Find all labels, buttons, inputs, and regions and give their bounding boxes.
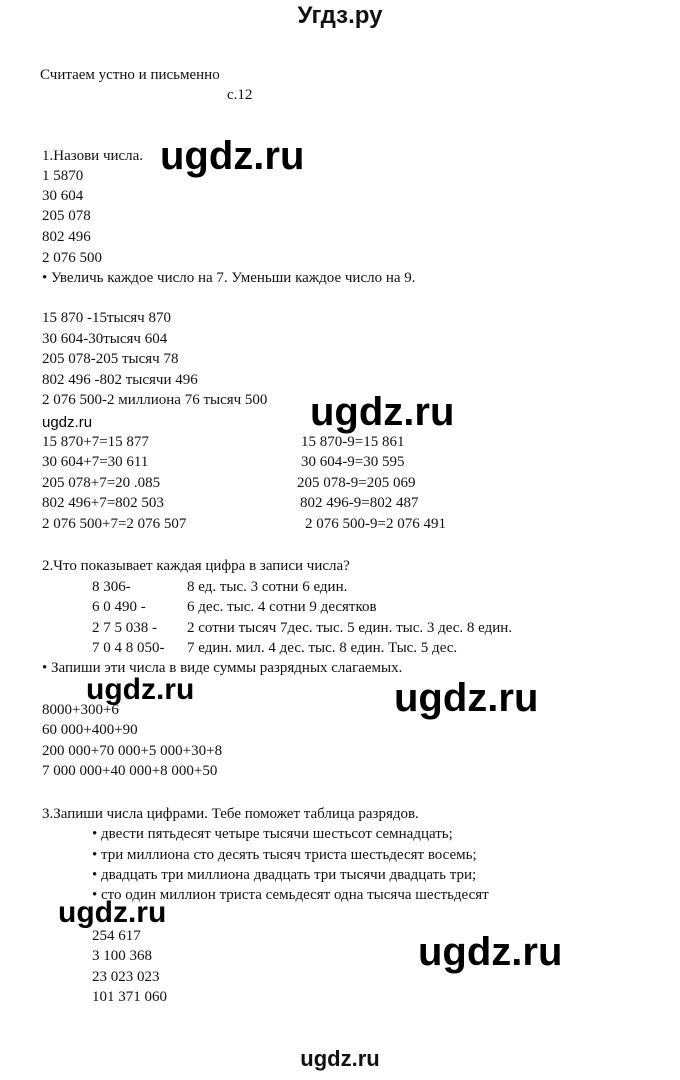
task2-digit-meaning: 8 ед. тыс. 3 сотни 6 един.: [187, 579, 348, 595]
task1-minus: 15 870-9=15 861: [301, 434, 405, 450]
task1-plus: 2 076 500+7=2 076 507: [42, 516, 187, 532]
task1-plus: 30 604+7=30 611: [42, 454, 149, 470]
watermark-logo: ugdz.ru: [86, 673, 195, 706]
task2-sum: 7 000 000+40 000+8 000+50: [42, 763, 218, 779]
watermark-logo: ugdz.ru: [160, 134, 305, 178]
task1-plus: 15 870+7=15 877: [42, 434, 149, 450]
task3-item: • три миллиона сто десять тысяч триста шестьдесят восемь;: [92, 847, 477, 863]
page-number: с.12: [227, 87, 253, 103]
task2-number: 6 0 490 -: [92, 599, 146, 615]
task3-answer: 101 371 060: [92, 989, 167, 1005]
task1-plus: 205 078+7=20 .085: [42, 475, 161, 491]
task2-sum: 60 000+400+90: [42, 722, 138, 738]
task3-answer: 3 100 368: [92, 948, 152, 964]
task3-item: • двести пятьдесят четыре тысячи шестьсот семнадцать;: [92, 826, 453, 842]
task3-answer: 254 617: [92, 928, 141, 944]
task1-minus: 2 076 500-9=2 076 491: [305, 516, 446, 532]
task1-reading: 2 076 500-2 миллиона 76 тысяч 500: [42, 392, 268, 408]
task1-minus: 30 604-9=30 595: [301, 454, 405, 470]
task1-number: 2 076 500: [42, 250, 102, 266]
footer-watermark: ugdz.ru: [300, 1046, 380, 1071]
task2-bullet: • Запиши эти числа в виде суммы разрядных слагаемых.: [42, 660, 403, 676]
task2-number: 7 0 4 8 050-: [92, 640, 165, 656]
task2-digit-meaning: 7 един. мил. 4 дес. тыс. 8 един. Тыс. 5 дес.: [187, 640, 458, 656]
task1-number: 205 078: [42, 208, 91, 224]
task2-number: 2 7 5 038 -: [92, 620, 157, 636]
task1-bullet: • Увеличь каждое число на 7. Уменьши каждое число на 9.: [42, 270, 416, 286]
watermark-logo: ugdz.ru: [394, 676, 539, 720]
watermark-logo: ugdz.ru: [310, 390, 455, 434]
task3-item: • сто один миллион триста семьдесят одна тысяча шестьдесят: [92, 887, 489, 903]
watermark-small: ugdz.ru: [42, 414, 93, 431]
task1-minus: 802 496-9=802 487: [300, 495, 419, 511]
site-header: Угдз.ру: [297, 2, 383, 29]
task2-sum: 200 000+70 000+5 000+30+8: [42, 743, 223, 759]
task2-number: 8 306-: [92, 579, 131, 595]
task1-number: 802 496: [42, 229, 91, 245]
task1-number: 1 5870: [42, 168, 84, 184]
task1-number: 30 604: [42, 188, 84, 204]
task1-reading: 15 870 -15тысяч 870: [42, 310, 171, 326]
task2-heading: 2.Что показывает каждая цифра в записи числа?: [42, 558, 350, 574]
section-title: Считаем устно и письменно: [40, 67, 220, 83]
task2-sum: 8000+300+6: [42, 702, 119, 718]
task2-digit-meaning: 6 дес. тыс. 4 сотни 9 десятков: [187, 599, 377, 615]
watermark-logo: ugdz.ru: [58, 896, 167, 929]
task1-plus: 802 496+7=802 503: [42, 495, 164, 511]
task3-answer: 23 023 023: [92, 969, 160, 985]
task3-heading: 3.Запиши числа цифрами. Тебе поможет таблица разрядов.: [42, 806, 419, 822]
task1-reading: 30 604-30тысяч 604: [42, 331, 168, 347]
task1-heading: 1.Назови числа.: [42, 148, 144, 164]
task1-reading: 205 078-205 тысяч 78: [42, 351, 179, 367]
task1-reading: 802 496 -802 тысячи 496: [42, 372, 198, 388]
task1-minus: 205 078-9=205 069: [297, 475, 416, 491]
watermark-logo: ugdz.ru: [418, 930, 563, 974]
task2-digit-meaning: 2 сотни тысяч 7дес. тыс. 5 един. тыс. 3 дес. 8 един.: [187, 620, 513, 636]
task3-item: • двадцать три миллиона двадцать три тысячи двадцать три;: [92, 867, 477, 883]
